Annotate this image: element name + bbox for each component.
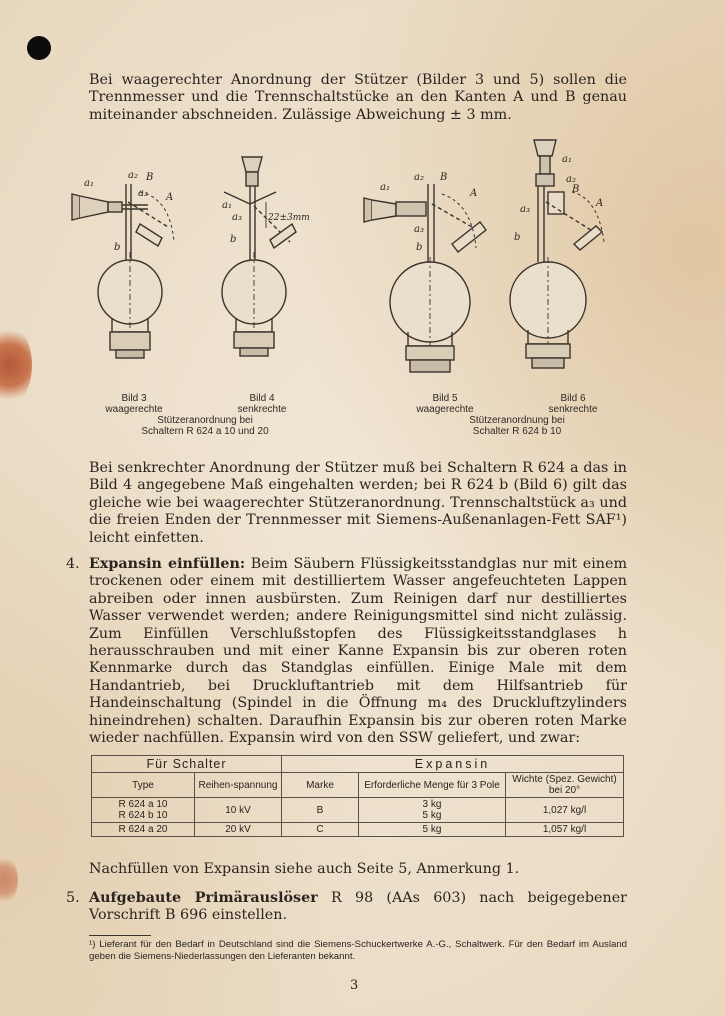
caption-bild5: Bild 5 waagerechte <box>416 393 474 415</box>
punch-hole <box>27 36 51 60</box>
figure-bild5 <box>364 172 486 372</box>
label-A: A <box>596 198 604 209</box>
table-header-type: Type <box>92 773 195 798</box>
table-header-menge: Erforderliche Menge für 3 Pole <box>359 773 506 798</box>
label-b: b <box>514 232 521 243</box>
table-group-schalter: Für Schalter <box>92 756 282 773</box>
label-A: A <box>166 192 174 203</box>
caption-right-common: Stützeranordnung bei Schalter R 624 b 10 <box>469 415 565 437</box>
rust-stain <box>0 855 18 905</box>
label-a2: a₂ <box>566 174 576 185</box>
page-number: 3 <box>350 978 359 993</box>
label-a3: a₃ <box>138 188 148 199</box>
label-B: B <box>440 172 448 183</box>
label-a1: a₁ <box>222 200 232 211</box>
label-a1: a₁ <box>380 182 390 193</box>
rust-stain <box>0 325 32 405</box>
item-4 <box>89 556 627 747</box>
label-a3: a₃ <box>414 224 424 235</box>
paragraph-vertical <box>89 460 627 547</box>
figures-illustration <box>60 132 650 392</box>
dimension-label: 22±3mm <box>268 213 310 223</box>
table-row: R 624 a 10 R 624 b 10 10 kV B 3 kg 5 kg 1,027 kg/l <box>92 798 624 823</box>
label-B: B <box>146 172 154 183</box>
caption-bild4: Bild 4 senkrechte <box>237 393 287 415</box>
figure-bild3 <box>72 170 174 358</box>
table-group-expansin: Expansin <box>282 756 624 773</box>
paragraph-text: Bei waagerechter Anordnung der Stützer (Bilder 3 und 5) sollen die Trennmesser und die Trennschaltstücke an den Kanten A und B genau miteinander abschneiden. Zulässige Abweichung ± 3 mm. <box>89 72 627 123</box>
table-row: R 624 a 20 20 kV C 5 kg 1,057 kg/l <box>92 823 624 837</box>
item-4-title: Expansin einfüllen: <box>89 556 246 572</box>
caption-bild3: Bild 3 waagerechte <box>105 393 163 415</box>
item-5-text: R 98 (AAs 603) nach beigegebener Vorschrift B 696 einstellen. <box>89 890 627 924</box>
table-header-marke: Marke <box>282 773 359 798</box>
label-b: b <box>416 242 423 253</box>
label-a3: a₃ <box>232 212 242 223</box>
after-table-note: Nachfüllen von Expansin siehe auch Seite 5, Anmerkung 1. <box>89 861 520 877</box>
figure-bild4 <box>222 157 310 356</box>
label-a3: a₃ <box>520 204 530 215</box>
table-header-spannung: Reihen-spannung <box>195 773 282 798</box>
label-b: b <box>230 234 237 245</box>
item-number-4: 4. <box>66 556 80 572</box>
figure-bild6 <box>510 140 604 368</box>
table-header-wichte: Wichte (Spez. Gewicht) bei 20° <box>506 773 624 798</box>
caption-left-common: Stützeranordnung bei Schaltern R 624 a 10 und 20 <box>141 415 269 437</box>
footnote-divider <box>89 935 151 936</box>
label-B: B <box>572 184 580 195</box>
label-a1: a₁ <box>84 178 94 189</box>
item-4-text: Beim Säubern Flüssigkeitsstandglas nur mit einem trockenen oder einem mit destilliertem Wasser angefeuchteten Lappen abreiben oder innen ausbürsten. Zum Reinigen darf nur destilliertes Wasser verwendet werden; andere Reinigungsmittel sind nicht zulässig. Zum Einfüllen Verschlußstopfen des Flüssigkeitsstandglases h herausschrauben und mit einer Kanne Expansin bis zur oberen roten Kennmarke durch das Standglas einfüllen. Einige Male mit dem Handantrieb, bei Druckluftantrieb mit dem Hilfsantrieb für Handeinschaltung (Spindel in die Öffnung m₄ des Druckluftzylinders hineindrehen) schalten. Daraufhin Expansin bis zur oberen roten Marke wieder nachfüllen. Expansin wird von den SSW geliefert, und zwar: <box>89 556 628 747</box>
item-5 <box>89 890 627 925</box>
label-A: A <box>470 188 478 199</box>
paragraph-text: Bei senkrechter Anordnung der Stützer muß bei Schaltern R 624 a das in Bild 4 angegebene Maß eingehalten werden; bei R 624 b (Bild 6) gilt das gleiche wie bei waagerechter Stützeranordnung. Trennschaltstück a₃ und die freien Enden der Trennmesser mit Siemens-Außenanlagen-Fett SAF¹) leicht einfetten. <box>89 460 627 546</box>
expansin-table <box>91 755 624 837</box>
label-a2: a₂ <box>414 172 424 183</box>
label-a1: a₁ <box>562 154 572 165</box>
label-b: b <box>114 242 121 253</box>
item-number-5: 5. <box>66 890 80 906</box>
caption-bild6: Bild 6 senkrechte <box>548 393 598 415</box>
label-a2: a₂ <box>128 170 138 181</box>
paragraph-alignment <box>89 72 627 124</box>
footnote: ¹) Lieferant für den Bedarf in Deutschland sind die Siemens-Schuckertwerke A.-G., Schaltwerk. Für den Bedarf im Ausland geben die Siemens-Niederlassungen den Lieferanten bekannt. <box>89 939 627 962</box>
item-5-title: Aufgebaute Primärauslöser <box>89 890 318 906</box>
